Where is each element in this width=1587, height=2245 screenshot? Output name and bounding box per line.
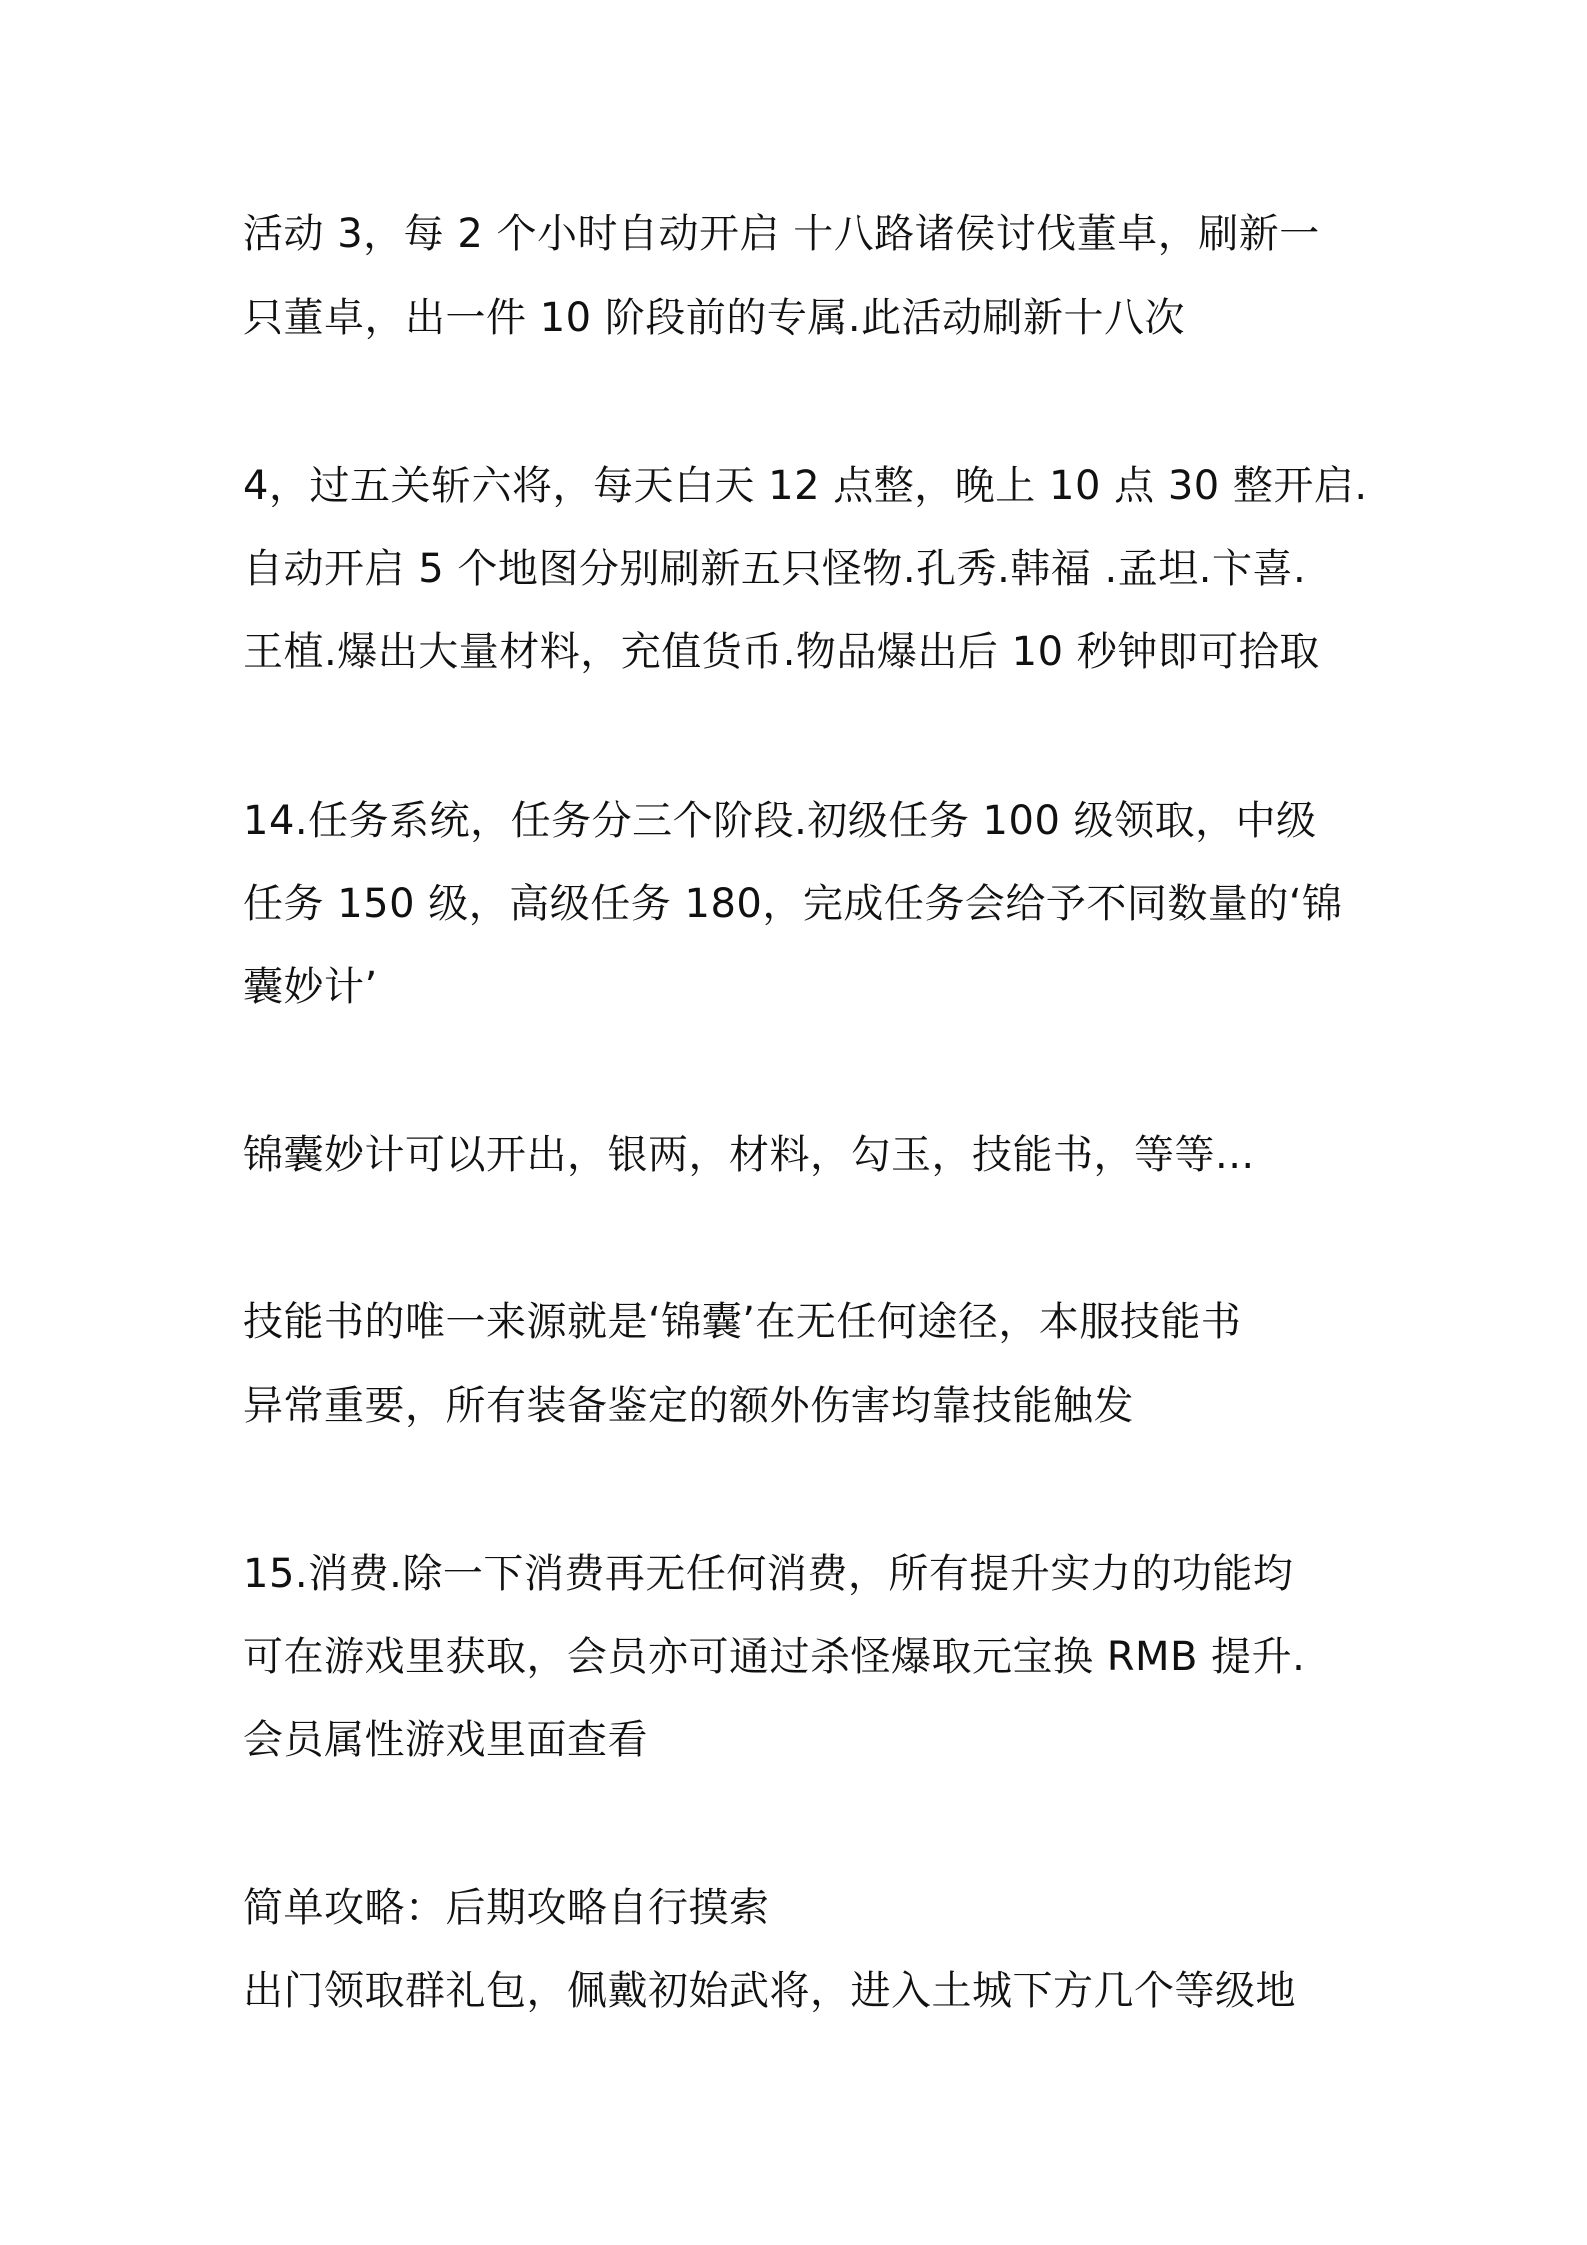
paragraph-2-line-2: 自动开启 5 个地图分别刷新五只怪物.孔秀.韩福 .孟坦.卞喜. xyxy=(243,546,1307,592)
paragraph-5-line-1: 技能书的唯一来源就是‘锦囊’在无任何途径，本服技能书 xyxy=(243,1299,1242,1345)
paragraph-3-line-1: 14.任务系统，任务分三个阶段.初级任务 100 级领取，中级 xyxy=(243,798,1317,844)
paragraph-7-line-1: 简单攻略：后期攻略自行摸索 xyxy=(243,1885,770,1931)
paragraph-2-line-1: 4，过五关斩六将，每天白天 12 点整，晚上 10 点 30 整开启. xyxy=(243,463,1368,509)
paragraph-7-line-2: 出门领取群礼包，佩戴初始武将，进入土城下方几个等级地 xyxy=(243,1968,1296,2014)
paragraph-5-line-2: 异常重要，所有装备鉴定的额外伤害均靠技能触发 xyxy=(243,1383,1134,1429)
paragraph-2-line-3: 王植.爆出大量材料，充值货币.物品爆出后 10 秒钟即可拾取 xyxy=(243,629,1320,675)
paragraph-3-line-3: 囊妙计’ xyxy=(243,964,378,1010)
paragraph-3-line-2: 任务 150 级，高级任务 180，完成任务会给予不同数量的‘锦 xyxy=(243,881,1343,927)
paragraph-1-line-1: 活动 3，每 2 个小时自动开启 十八路诸侯讨伐董卓，刷新一 xyxy=(243,211,1320,257)
paragraph-1-line-2: 只董卓，出一件 10 阶段前的专属.此活动刷新十八次 xyxy=(243,295,1186,341)
paragraph-6-line-3: 会员属性游戏里面查看 xyxy=(243,1717,648,1763)
paragraph-4-line-1: 锦囊妙计可以开出，银两，材料，勾玉，技能书，等等... xyxy=(243,1132,1255,1178)
paragraph-6-line-2: 可在游戏里获取，会员亦可通过杀怪爆取元宝换 RMB 提升. xyxy=(243,1634,1306,1680)
paragraph-6-line-1: 15.消费.除一下消费再无任何消费，所有提升实力的功能均 xyxy=(243,1551,1294,1597)
